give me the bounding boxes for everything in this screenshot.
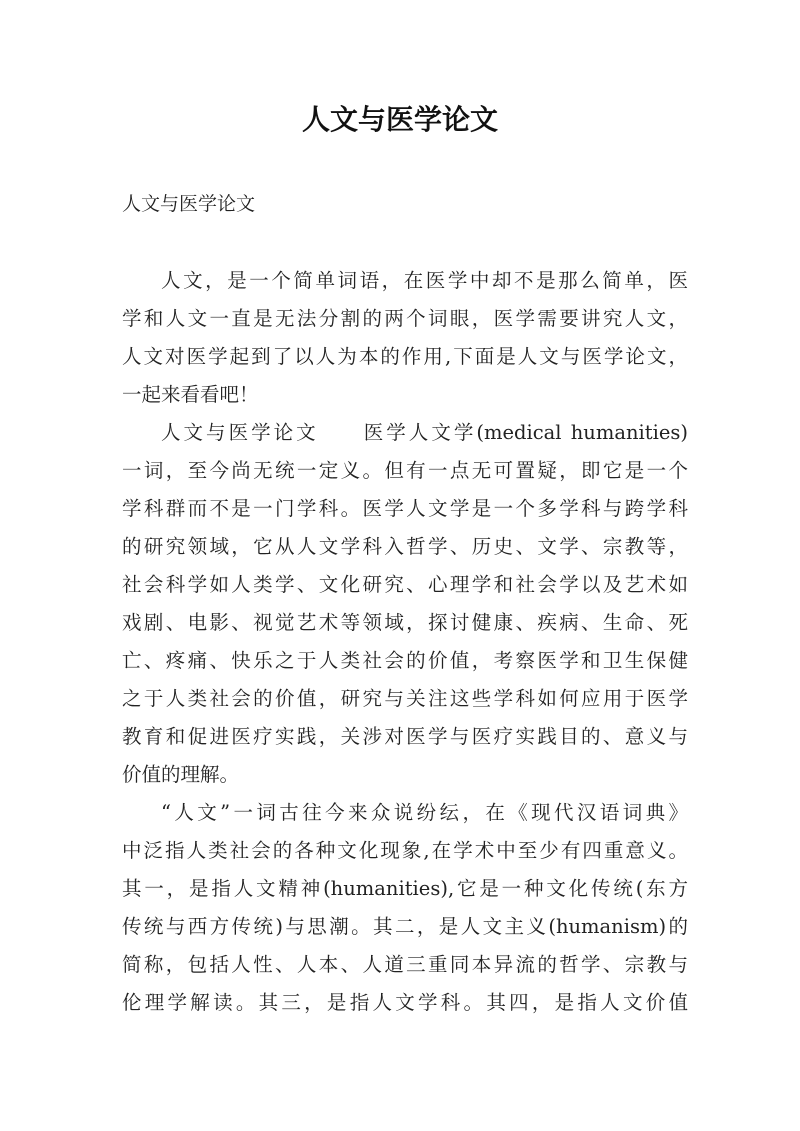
text-line: 一词，至今尚无统一定义。但有一点无可置疑，即它是一个 — [122, 459, 688, 482]
text-line: “人文”一词古往今来众说纷纭，在《现代汉语词典》 — [161, 801, 688, 824]
text-line: 亡、疼痛、快乐之于人类社会的价值，考察医学和卫生保健 — [122, 649, 688, 672]
document-body — [122, 262, 688, 1022]
text-line: 人文与医学论文 医学人文学(medical humanities) — [161, 421, 688, 444]
text-line: 人文，是一个简单词语，在医学中却不是那么简单，医 — [161, 269, 688, 292]
text-line: 学科群而不是一门学科。医学人文学是一个多学科与跨学科 — [122, 497, 688, 520]
text-line: 伦理学解读。其三，是指人文学科。其四，是指人文价值 — [122, 991, 688, 1014]
text-line: 学和人文一直是无法分割的两个词眼，医学需要讲究人文， — [122, 307, 688, 330]
text-line: 社会科学如人类学、文化研究、心理学和社会学以及艺术如 — [122, 573, 688, 596]
text-line: 的研究领域，它从人文学科入哲学、历史、文学、宗教等， — [122, 535, 688, 558]
text-line: 简称，包括人性、人本、人道三重同本异流的哲学、宗教与 — [122, 953, 688, 976]
text-line: 传统与西方传统)与思潮。其二，是人文主义(humanism)的 — [122, 915, 688, 938]
text-line: 教育和促进医疗实践，关涉对医学与医疗实践目的、意义与 — [122, 725, 688, 748]
text-line: 中泛指人类社会的各种文化现象,在学术中至少有四重意义。 — [122, 839, 688, 862]
text-line: 一起来看看吧！ — [122, 383, 259, 406]
document-title: 人文与医学论文 — [301, 103, 498, 136]
text-line: 人文对医学起到了以人为本的作用,下面是人文与医学论文， — [122, 345, 688, 368]
document-subtitle: 人文与医学论文 — [122, 193, 256, 215]
text-line: 价值的理解。 — [122, 763, 240, 786]
text-line: 戏剧、电影、视觉艺术等领域，探讨健康、疾病、生命、死 — [122, 611, 688, 634]
text-line: 其一，是指人文精神(humanities),它是一种文化传统(东方 — [122, 877, 688, 900]
text-line: 之于人类社会的价值，研究与关注这些学科如何应用于医学 — [122, 687, 688, 710]
